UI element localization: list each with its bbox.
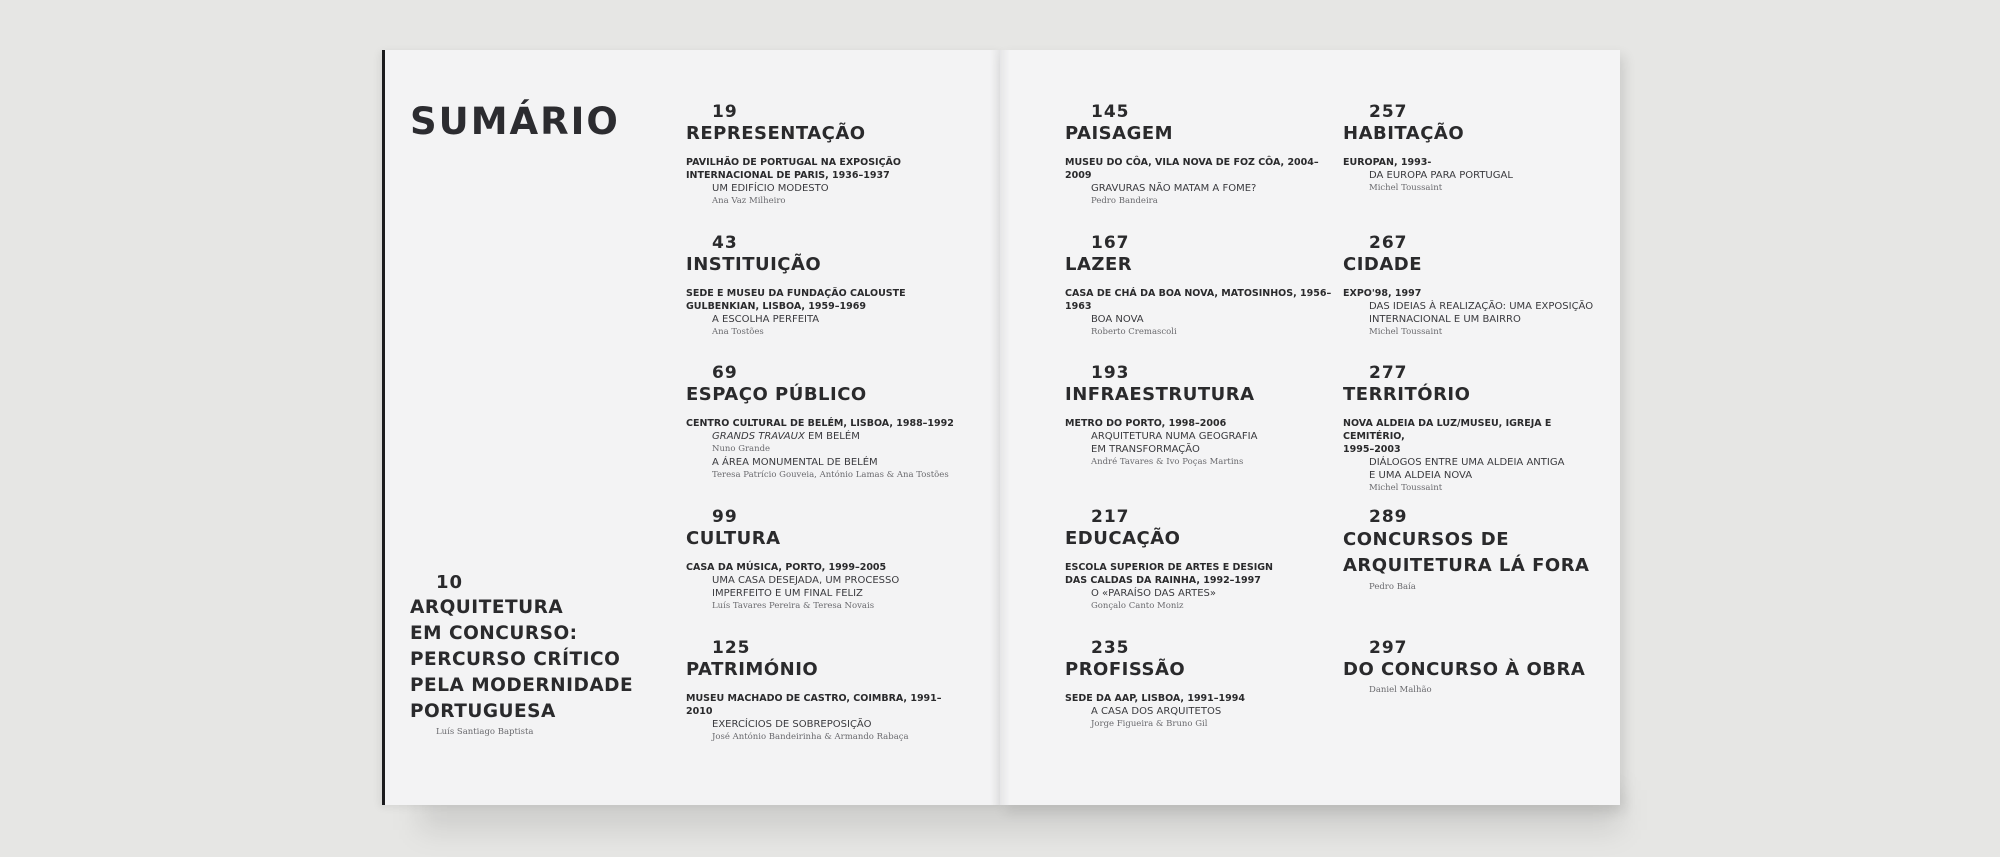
toc-section-title: ESPAÇO PÚBLICO bbox=[686, 384, 867, 405]
toc-entry bbox=[1343, 233, 1613, 339]
toc-project bbox=[1065, 561, 1335, 587]
toc-entry bbox=[1065, 233, 1335, 339]
toc-project bbox=[1343, 156, 1613, 169]
toc-author: André Tavares & Ivo Poças Martins bbox=[1091, 457, 1244, 467]
toc-page-number: 43 bbox=[712, 233, 738, 253]
toc-section-title: PAISAGEM bbox=[1065, 123, 1174, 144]
toc-article-title: DAS IDEIAS À REALIZAÇÃO: UMA EXPOSIÇÃO bbox=[1369, 301, 1594, 312]
toc-project-line: METRO DO PORTO, 1998–2006 bbox=[1065, 418, 1227, 429]
toc-project bbox=[686, 287, 956, 313]
toc-article-title: O «PARAÍSO DAS ARTES» bbox=[1091, 588, 1216, 599]
toc-project-line: EXPO'98, 1997 bbox=[1343, 288, 1422, 299]
toc-project-line: SEDE DA AAP, LISBOA, 1991–1994 bbox=[1065, 693, 1245, 704]
toc-article-title: INTERNACIONAL E UM BAIRRO bbox=[1369, 314, 1521, 325]
toc-entry bbox=[1343, 507, 1613, 594]
toc-article-title: ARQUITETURA NUMA GEOGRAFIA bbox=[1091, 431, 1258, 442]
toc-entry bbox=[1343, 638, 1613, 697]
toc-author: Pedro Bandeira bbox=[1091, 196, 1158, 206]
toc-section-title: DO CONCURSO À OBRA bbox=[1343, 659, 1586, 680]
toc-project bbox=[686, 692, 956, 718]
toc-entry bbox=[686, 507, 956, 613]
toc-project-line: SEDE E MUSEU DA FUNDAÇÃO CALOUSTE bbox=[686, 288, 906, 299]
intro-title-line: PERCURSO CRÍTICO bbox=[410, 649, 621, 670]
toc-author: Roberto Cremascoli bbox=[1091, 327, 1177, 337]
toc-page-number: 145 bbox=[1091, 102, 1130, 122]
toc-article-title: IMPERFEITO E UM FINAL FELIZ bbox=[712, 588, 863, 599]
toc-project bbox=[1065, 692, 1335, 705]
toc-section-title: CIDADE bbox=[1343, 254, 1423, 275]
toc-project-line: CENTRO CULTURAL DE BELÉM, LISBOA, 1988–1992 bbox=[686, 418, 954, 429]
toc-article-title: A ÁREA MONUMENTAL DE BELÉM bbox=[712, 457, 878, 468]
toc-article-title: DA EUROPA PARA PORTUGAL bbox=[1369, 170, 1513, 181]
toc-author: Luís Tavares Pereira & Teresa Novais bbox=[712, 601, 875, 611]
toc-project-line: MUSEU MACHADO DE CASTRO, COIMBRA, 1991–2010 bbox=[686, 693, 942, 717]
toc-page-number: 125 bbox=[712, 638, 751, 658]
toc-section-title: INFRAESTRUTURA bbox=[1065, 384, 1255, 405]
toc-project-line: ESCOLA SUPERIOR DE ARTES E DESIGN bbox=[1065, 562, 1273, 573]
toc-article-title: DIÁLOGOS ENTRE UMA ALDEIA ANTIGA bbox=[1369, 457, 1565, 468]
toc-page-number: 217 bbox=[1091, 507, 1130, 527]
intro-author: Luís Santiago Baptista bbox=[436, 727, 534, 737]
toc-project-line: 1995–2003 bbox=[1343, 444, 1401, 455]
toc-author: Ana Vaz Milheiro bbox=[712, 196, 786, 206]
toc-entry bbox=[1065, 638, 1335, 731]
toc-page-number: 69 bbox=[712, 363, 738, 383]
toc-page-number: 193 bbox=[1091, 363, 1130, 383]
toc-article-title: GRAVURAS NÃO MATAM A FOME? bbox=[1091, 183, 1257, 194]
intro-entry bbox=[410, 572, 633, 737]
toc-author: Teresa Patrício Gouveia, António Lamas & Ana Tostões bbox=[712, 470, 949, 480]
toc-entry bbox=[686, 233, 956, 339]
toc-section-title: ARQUITETURA LÁ FORA bbox=[1343, 555, 1590, 576]
intro-page-number: 10 bbox=[436, 572, 464, 593]
toc-article-title: E UMA ALDEIA NOVA bbox=[1369, 470, 1473, 481]
toc-article-title: UMA CASA DESEJADA, UM PROCESSO bbox=[712, 575, 900, 586]
toc-project bbox=[1065, 417, 1335, 430]
toc-project bbox=[686, 156, 956, 182]
intro-title-line: EM CONCURSO: bbox=[410, 623, 578, 644]
toc-page-number: 19 bbox=[712, 102, 738, 122]
toc-author: Ana Tostões bbox=[712, 327, 764, 337]
toc-project-line: CASA DA MÚSICA, PORTO, 1999–2005 bbox=[686, 562, 887, 573]
toc-page-number: 297 bbox=[1369, 638, 1408, 658]
toc-page-number: 99 bbox=[712, 507, 738, 527]
toc-project-line: NOVA ALDEIA DA LUZ/MUSEU, IGREJA E CEMITÉRIO, bbox=[1343, 418, 1552, 442]
toc-entry bbox=[1343, 102, 1613, 195]
toc-author: Daniel Malhão bbox=[1369, 685, 1432, 695]
toc-project bbox=[686, 417, 956, 430]
page-title: SUMÁRIO bbox=[410, 100, 620, 143]
toc-article-title: BOA NOVA bbox=[1091, 314, 1144, 325]
toc-section-title: TERRITÓRIO bbox=[1343, 384, 1471, 405]
intro-title-line: ARQUITETURA bbox=[410, 597, 564, 618]
toc-article-title-rest: EM BELÉM bbox=[804, 431, 860, 442]
intro-title-line: PORTUGUESA bbox=[410, 701, 556, 722]
toc-project-line: EUROPAN, 1993- bbox=[1343, 157, 1432, 168]
toc-section-title: PROFISSÃO bbox=[1065, 659, 1186, 680]
toc-project bbox=[1343, 287, 1613, 300]
toc-section-title: INSTITUIÇÃO bbox=[686, 254, 822, 275]
toc-author: Nuno Grande bbox=[712, 444, 771, 454]
toc-author: Michel Toussaint bbox=[1369, 183, 1443, 193]
toc-page-number: 235 bbox=[1091, 638, 1130, 658]
toc-project-line: INTERNACIONAL DE PARIS, 1936–1937 bbox=[686, 170, 890, 181]
toc-project-line: CASA DE CHÁ DA BOA NOVA, MATOSINHOS, 1956–1963 bbox=[1065, 288, 1332, 312]
toc-author: José António Bandeirinha & Armando Rabaça bbox=[712, 732, 909, 742]
toc-project bbox=[686, 561, 956, 574]
toc-project-line: DAS CALDAS DA RAINHA, 1992–1997 bbox=[1065, 575, 1261, 586]
toc-page-number: 289 bbox=[1369, 507, 1408, 527]
toc-project-line: MUSEU DO CÔA, VILA NOVA DE FOZ CÔA, 2004–2009 bbox=[1065, 157, 1319, 181]
toc-article-title: A CASA DOS ARQUITETOS bbox=[1091, 706, 1222, 717]
toc-project bbox=[1065, 156, 1335, 182]
toc-entry bbox=[686, 102, 956, 208]
book-fold bbox=[990, 50, 1010, 805]
toc-author: Gonçalo Canto Moniz bbox=[1091, 601, 1184, 611]
toc-section-title: LAZER bbox=[1065, 254, 1133, 275]
toc-article-title: EM TRANSFORMAÇÃO bbox=[1091, 444, 1200, 455]
toc-section-title: CONCURSOS DE bbox=[1343, 529, 1509, 550]
toc-author: Pedro Baía bbox=[1369, 582, 1416, 592]
toc-entry bbox=[1343, 363, 1613, 495]
toc-article-title: UM EDIFÍCIO MODESTO bbox=[712, 183, 829, 194]
toc-project bbox=[1065, 287, 1335, 313]
toc-author: Michel Toussaint bbox=[1369, 327, 1443, 337]
toc-entry bbox=[1065, 102, 1335, 208]
toc-section-title: HABITAÇÃO bbox=[1343, 123, 1465, 144]
intro-title bbox=[410, 595, 633, 725]
toc-entry bbox=[1065, 363, 1335, 469]
intro-title-line: PELA MODERNIDADE bbox=[410, 675, 634, 696]
toc-project bbox=[1343, 417, 1613, 456]
toc-section-title: CULTURA bbox=[686, 528, 781, 549]
toc-article-title-italic: GRANDS TRAVAUX bbox=[712, 431, 805, 442]
toc-page-number: 257 bbox=[1369, 102, 1408, 122]
toc-author: Jorge Figueira & Bruno Gil bbox=[1091, 719, 1208, 729]
toc-author: Michel Toussaint bbox=[1369, 483, 1443, 493]
toc-article-title: EXERCÍCIOS DE SOBREPOSIÇÃO bbox=[712, 719, 872, 730]
toc-section-title: EDUCAÇÃO bbox=[1065, 528, 1181, 549]
toc-entry bbox=[686, 363, 956, 482]
toc-entry bbox=[1065, 507, 1335, 613]
toc-project-line: GULBENKIAN, LISBOA, 1959–1969 bbox=[686, 301, 866, 312]
toc-entry bbox=[686, 638, 956, 744]
toc-section-title: REPRESENTAÇÃO bbox=[686, 123, 866, 144]
toc-project-line: PAVILHÃO DE PORTUGAL NA EXPOSIÇÃO bbox=[686, 157, 901, 168]
toc-article-title: A ESCOLHA PERFEITA bbox=[712, 314, 820, 325]
toc-page-number: 267 bbox=[1369, 233, 1408, 253]
toc-page-number: 167 bbox=[1091, 233, 1130, 253]
toc-page-number: 277 bbox=[1369, 363, 1408, 383]
toc-section-title: PATRIMÓNIO bbox=[686, 659, 819, 680]
toc-article-title bbox=[712, 430, 956, 443]
